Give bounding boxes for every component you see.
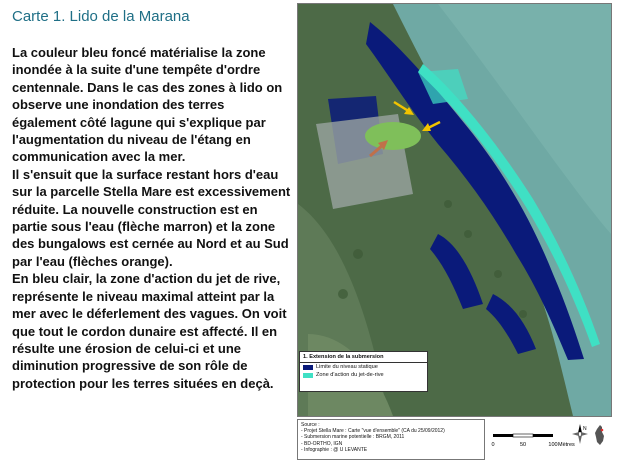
scale-unit: Mètres — [558, 442, 575, 448]
scale-segment — [533, 434, 553, 437]
legend-item-swash-zone — [300, 371, 427, 379]
paragraph-stella-mare: Il s'ensuit que la surface restant hors d'eau sur la parcelle Stella Mare est excessivement réduite. La nouvelle construction est en partie sous l'eau (flèche marron) et la zone des bungalows est cernée au Nord et au Sud par l'eau (flèches orange). — [12, 166, 291, 269]
source-line: - BD-ORTHO, IGN — [301, 440, 343, 447]
legend-swatch-swash-zone — [303, 373, 313, 378]
description-text — [12, 44, 292, 392]
scale-bar — [490, 426, 575, 452]
scale-tick-0: 0 — [491, 442, 495, 448]
source-line: Source : — [301, 422, 320, 428]
scale-tick-100: 100 — [548, 442, 558, 448]
paragraph-flood: La couleur bleu foncé matérialise la zone inondée à la suite d'une tempête d'ordre centennale. Dans le cas des zones à lido on observe une inondation des terres également côté lagune qui s'explique par l'augmentation du niveau de l'étang en communication avec la mer. — [12, 45, 283, 165]
legend-item-static-level — [300, 363, 427, 371]
corsica-locator-icon — [592, 424, 608, 446]
legend-title: 1. Extension de la submersion — [300, 352, 427, 363]
source-line: - Submersion marine potentielle : BRGM, 2011 — [301, 434, 405, 441]
map-legend — [299, 351, 428, 392]
scale-segment — [513, 434, 533, 437]
paragraph-swash-zone: En bleu clair, la zone d'action du jet de rive, représente le niveau maximal atteint par la mer avec le déferlement des vagues. On voit que tout le cordon dunaire est affecté. Il en résulte une érosion de celui-ci et une diminution progressive de son rôle de protection pour les terres situées en deçà. — [12, 271, 287, 391]
legend-label-swash-zone: Zone d'action du jet-de-rive — [316, 372, 384, 378]
scale-tick-50: 50 — [519, 442, 527, 448]
legend-label-static-level: Limite du niveau statique — [316, 364, 378, 370]
page-title: Carte 1. Lido de la Marana — [12, 8, 190, 25]
north-arrow-icon — [571, 423, 589, 445]
source-box — [297, 419, 485, 460]
legend-swatch-static-level — [303, 365, 313, 370]
source-line: - Projet Stella Mare : Carte "vue d'ensemble" (CA du 25/09/2012) — [301, 428, 445, 435]
source-line: - Infographie : @ U LEVANTE — [301, 446, 368, 453]
north-label: N — [583, 426, 587, 432]
scale-segment — [493, 434, 513, 437]
